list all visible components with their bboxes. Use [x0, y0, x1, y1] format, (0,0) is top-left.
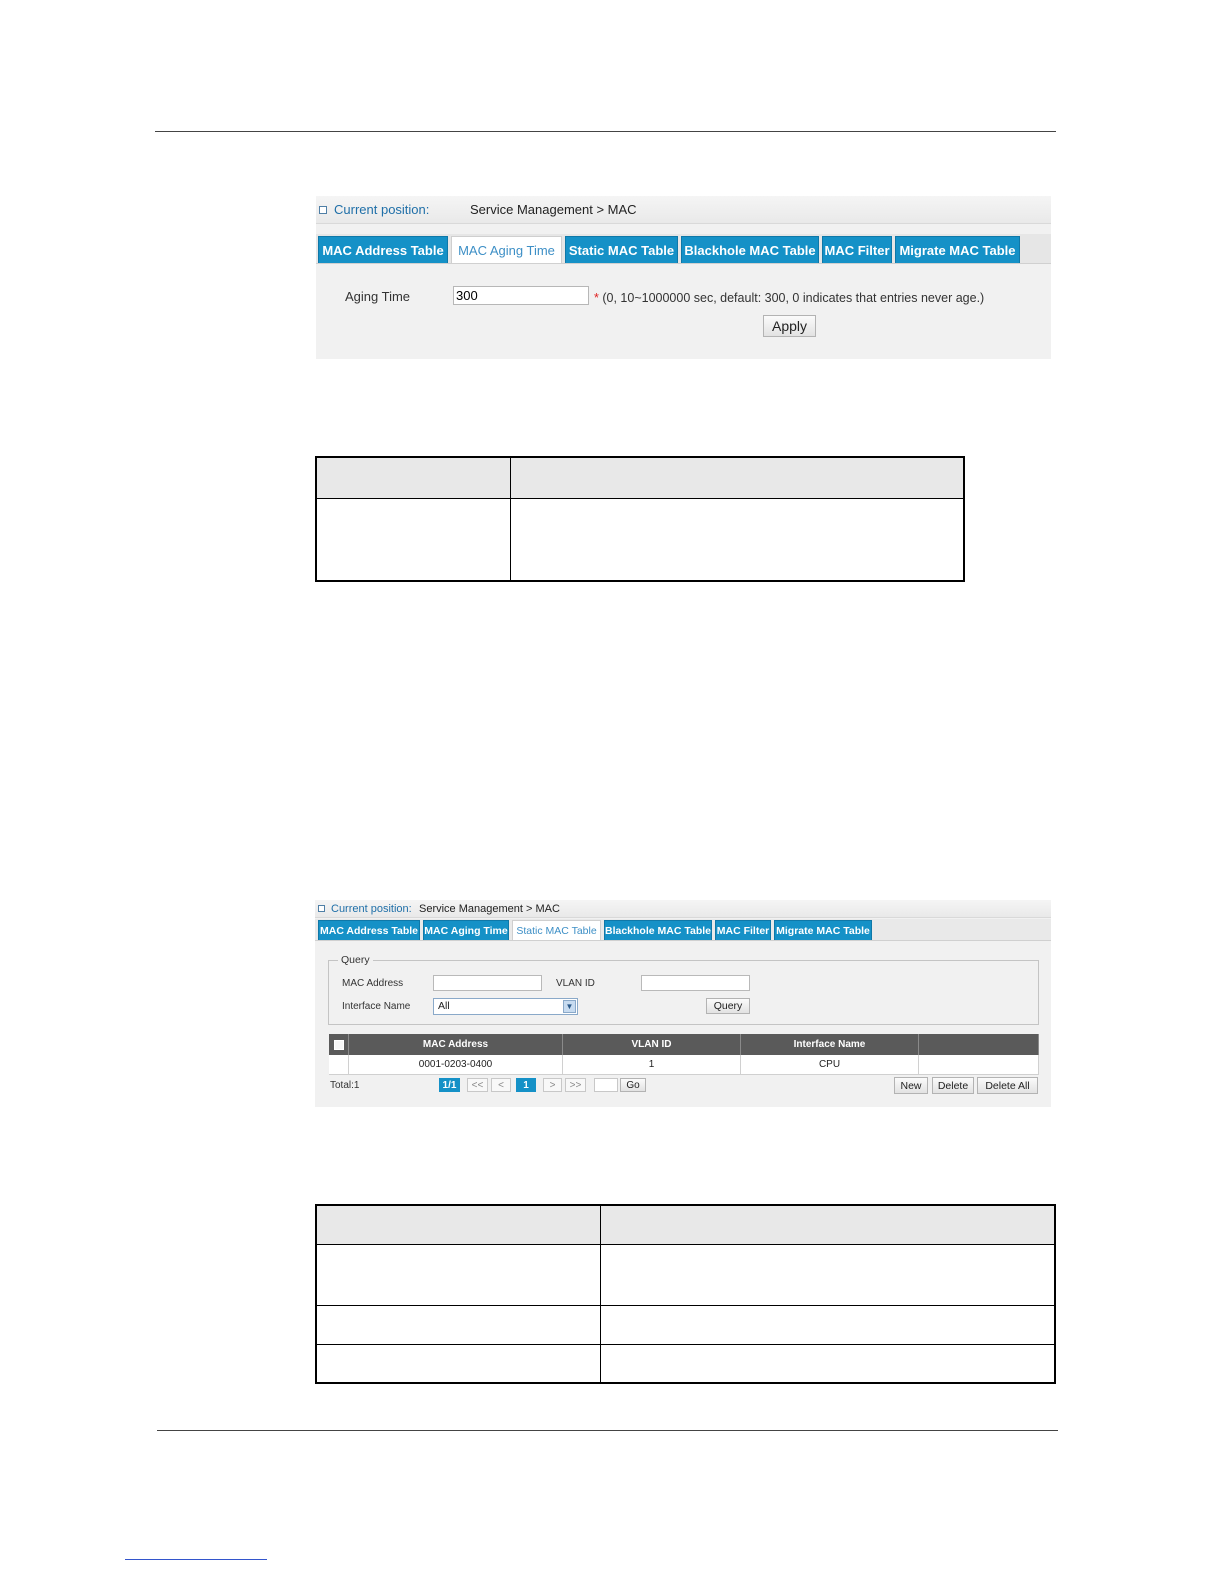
interface-name-selected: All [438, 1000, 450, 1012]
cell-extra [919, 1055, 1039, 1074]
parameter-table-1-divider [510, 458, 511, 580]
header-rule [155, 131, 1056, 132]
static-mac-table-panel [315, 900, 1051, 1107]
row-select-cell[interactable] [329, 1055, 349, 1074]
position-path: Service Management > MAC [470, 202, 637, 217]
mac-address-input[interactable] [433, 975, 542, 991]
tab-blackhole-mac-table[interactable]: Blackhole MAC Table [681, 236, 819, 263]
tab-mac-filter[interactable]: MAC Filter [715, 920, 771, 940]
new-button[interactable]: New [894, 1077, 928, 1094]
mac-tabs [315, 919, 1051, 941]
column-header-interface-name[interactable]: Interface Name [741, 1034, 919, 1055]
next-page-button[interactable]: > [543, 1078, 562, 1092]
tab-mac-aging-time[interactable]: MAC Aging Time [451, 236, 562, 263]
pager [315, 1076, 1051, 1096]
position-path: Service Management > MAC [419, 902, 560, 915]
tab-static-mac-table[interactable]: Static MAC Table [512, 920, 601, 940]
tab-mac-aging-time[interactable]: MAC Aging Time [423, 920, 509, 940]
position-label: Current position: [334, 202, 430, 217]
aging-time-label: Aging Time [345, 289, 411, 304]
aging-time-input[interactable] [453, 286, 589, 305]
column-header-mac-address[interactable]: MAC Address [349, 1034, 563, 1055]
tab-migrate-mac-table[interactable]: Migrate MAC Table [774, 920, 872, 940]
cell-mac-address: 0001-0203-0400 [349, 1055, 563, 1074]
tab-migrate-mac-table[interactable]: Migrate MAC Table [895, 236, 1020, 263]
goto-page-input[interactable] [594, 1078, 618, 1092]
cell-interface-name: CPU [741, 1055, 919, 1074]
mac-tabs [316, 234, 1051, 264]
prev-page-button[interactable]: < [491, 1078, 511, 1092]
footer-rule [157, 1430, 1058, 1431]
page-indicator: 1/1 [439, 1078, 460, 1092]
tab-mac-address-table[interactable]: MAC Address Table [318, 236, 448, 263]
column-header-vlan-id[interactable]: VLAN ID [563, 1034, 741, 1055]
query-button[interactable]: Query [706, 998, 750, 1014]
position-bar [315, 900, 1051, 918]
position-square-icon [319, 206, 327, 214]
position-label: Current position: [331, 902, 412, 915]
interface-name-label: Interface Name [342, 1001, 411, 1012]
delete-button[interactable]: Delete [932, 1077, 974, 1094]
parameter-table-2 [315, 1204, 1056, 1384]
parameter-table-1-header [317, 458, 963, 499]
tab-mac-address-table[interactable]: MAC Address Table [318, 920, 420, 940]
mac-aging-time-panel [316, 196, 1051, 359]
aging-time-hint [594, 291, 984, 305]
position-square-icon [318, 905, 325, 912]
parameter-table-2-divider [600, 1206, 601, 1382]
parameter-table-2-row-line-2 [317, 1344, 1054, 1345]
select-all-checkbox[interactable] [334, 1040, 344, 1050]
table-row[interactable] [329, 1055, 1039, 1075]
chevron-down-icon[interactable]: ▼ [563, 1000, 576, 1013]
tab-mac-filter[interactable]: MAC Filter [822, 236, 892, 263]
vlan-id-label: VLAN ID [556, 978, 595, 989]
tab-static-mac-table[interactable]: Static MAC Table [565, 236, 678, 263]
parameter-table-2-header [317, 1206, 1054, 1245]
total-count: Total:1 [330, 1079, 360, 1091]
mac-address-label: MAC Address [342, 978, 404, 989]
cell-vlan-id: 1 [563, 1055, 741, 1074]
last-page-button[interactable]: >> [565, 1078, 586, 1092]
static-mac-grid [329, 1034, 1039, 1075]
grid-header [329, 1034, 1039, 1055]
parameter-table-2-row-line-1 [317, 1305, 1054, 1306]
delete-all-button[interactable]: Delete All [977, 1077, 1038, 1094]
select-all-cell [329, 1034, 349, 1055]
hint-text: (0, 10~1000000 sec, default: 300, 0 indicates that entries never age.) [602, 291, 985, 305]
first-page-button[interactable]: << [467, 1078, 488, 1092]
parameter-table-1 [315, 456, 965, 582]
footer-link-underline [125, 1559, 267, 1560]
query-legend: Query [338, 954, 373, 966]
tab-blackhole-mac-table[interactable]: Blackhole MAC Table [604, 920, 712, 940]
current-page-button[interactable]: 1 [516, 1078, 536, 1092]
go-button[interactable]: Go [620, 1078, 646, 1092]
interface-name-select[interactable] [433, 998, 578, 1015]
vlan-id-input[interactable] [641, 975, 750, 991]
position-bar [316, 196, 1051, 224]
required-mark: * [594, 291, 599, 305]
column-header-extra [919, 1034, 1039, 1055]
query-box [328, 954, 1039, 1025]
apply-button[interactable]: Apply [763, 315, 816, 337]
